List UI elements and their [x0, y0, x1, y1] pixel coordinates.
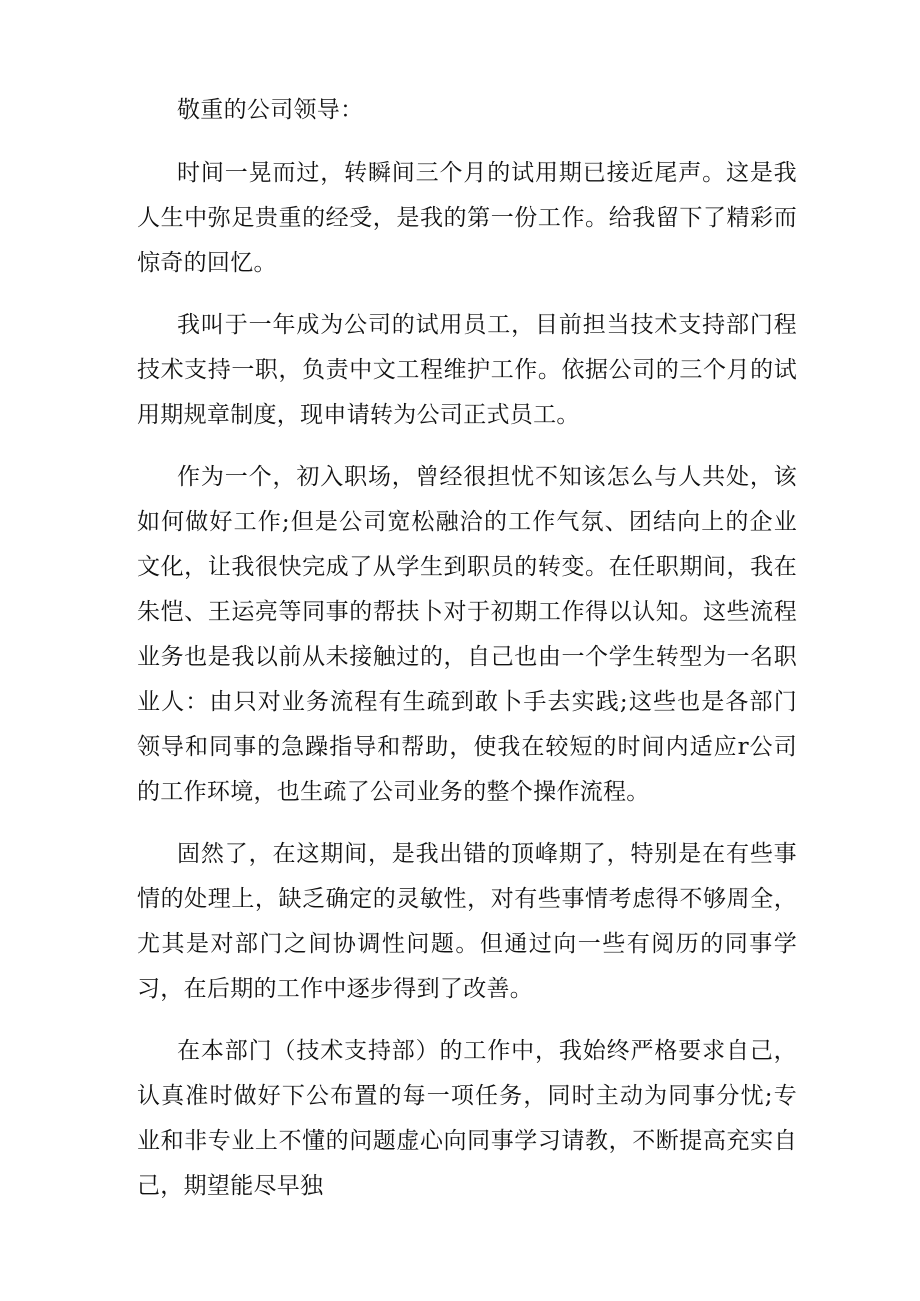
paragraph-1: 时间一晃而过，转瞬间三个月的试用期已接近尾声。这是我人生中弥足贵重的经受，是我的第一份工作。给我留下了精彩而惊奇的回忆。 [137, 160, 797, 276]
salutation: 敬重的公司领导： [177, 97, 364, 123]
paragraph-3: 作为一个，初入职场，曾经很担忧不知该怎么与人共处，该如何做好工作;但是公司宽松融洽的工作气氛、团结向上的企业文化，让我很快完成了从学生到职员的转变。在任职期间，我在朱恺、王运亮等同事的帮扶卜对于初期工作得以认知。这些流程业务也是我以前从未接触过的，自己也由一个学生转型为一名职业人：由只对业务流程有生疏到敢卜手去实践;这些也是各部门领导和同事的急躁指导和帮助，使我在较短的时间内适应r公司的工作环境，也生疏了公司业务的整个操作流程。 [137, 464, 797, 805]
paragraph-5: 在本部门（技术支持部）的工作中，我始终严格要求自己，认真准时做好下公布置的每一项任务，同时主动为同事分忧;专业和非专业上不懂的问题虚心向同事学习请教，不断提高充实自己，期望能尽早独 [137, 1038, 797, 1199]
letter-body [137, 88, 797, 1226]
paragraph-2: 我叫于一年成为公司的试用员工，目前担当技术支持部门程技术支持一职，负责中文工程维护工作。依据公司的三个月的试用期规章制度，现申请转为公司正式员工。 [137, 312, 797, 428]
paragraph-4: 固然了，在这期间，是我出错的顶峰期了，特别是在有些事情的处理上，缺乏确定的灵敏性，对有些事情考虑得不够周全，尤其是对部门之间协调性问题。但通过向一些有阅历的同事学习，在后期的工作中逐步得到了改善。 [137, 841, 797, 1002]
